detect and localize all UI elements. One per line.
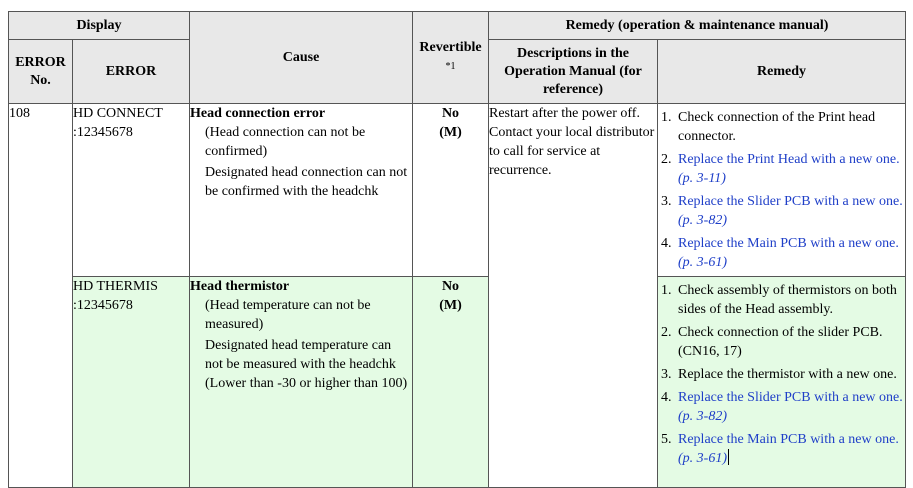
remedy-step-number: 2.: [661, 325, 672, 340]
remedy-step-text: Check assembly of thermistors on both sides of the Head assembly.: [678, 283, 897, 317]
remedy-step: [658, 388, 903, 426]
remedy-step-link[interactable]: Replace the Print Head with a new one. (p. 3-11): [678, 152, 900, 186]
revertible-cell: [413, 104, 489, 277]
page-reference[interactable]: (p. 3-11): [678, 171, 726, 186]
cause-title: Head connection error: [190, 106, 326, 121]
error-table: [8, 11, 906, 488]
error-code-name: HD THERMIS: [73, 279, 158, 294]
error-number: 108: [9, 104, 73, 488]
remedy-cell: [658, 104, 906, 277]
revertible-value: No: [441, 106, 460, 121]
error-header: ERROR: [73, 40, 190, 104]
header-row-top: [9, 12, 906, 40]
revertible-footnote: *1: [445, 61, 456, 72]
remedy-step: [658, 281, 903, 319]
remedy-step-link[interactable]: Replace the Main PCB with a new one. (p. 3-61): [678, 236, 899, 270]
remedy-step-number: 2.: [661, 152, 672, 167]
remedy-step: [658, 192, 903, 230]
error-code-name: HD CONNECT: [73, 106, 163, 121]
revertible-value: No: [441, 279, 460, 294]
remedy-cell: [658, 277, 906, 488]
remedy-header: Remedy: [658, 40, 906, 104]
cause-header: Cause: [190, 12, 413, 104]
remedy-step: [658, 365, 903, 384]
error-code: [73, 277, 190, 488]
remedy-step-link[interactable]: Replace the Slider PCB with a new one. (p. 3-82): [678, 390, 903, 424]
cause-detail: Designated head connection can not be confirmed with the headchk: [205, 165, 408, 199]
remedy-step-number: 3.: [661, 367, 672, 382]
cause-title: Head thermistor: [190, 279, 290, 294]
page-reference[interactable]: (p. 3-82): [678, 213, 727, 228]
remedy-step-number: 3.: [661, 194, 672, 209]
cause-detail: (Lower than -30 or higher than 100): [205, 376, 408, 391]
revertible-header-label: Revertible: [419, 40, 482, 55]
remedy-step: [658, 430, 903, 468]
cause-cell: [190, 277, 413, 488]
remedy-list: [658, 104, 905, 272]
page-reference[interactable]: (p. 3-82): [678, 409, 727, 424]
revertible-header: [413, 12, 489, 104]
cause-cell: [190, 104, 413, 277]
error-code-value: :12345678: [73, 125, 133, 140]
remedy-step: [658, 234, 903, 272]
remedy-step-number: 5.: [661, 432, 672, 447]
error-code-value: :12345678: [73, 298, 133, 313]
page-reference[interactable]: (p. 3-61): [678, 451, 727, 466]
remedy-step-number: 4.: [661, 390, 672, 405]
table-row: [9, 277, 906, 488]
remedy-step-text: Replace the thermistor with a new one.: [678, 367, 897, 382]
remedy-step-link[interactable]: Replace the Main PCB with a new one. (p. 3-61): [678, 432, 899, 466]
remedy-step: [658, 150, 903, 188]
remedy-step: [658, 108, 903, 146]
revertible-mode: (M): [439, 125, 462, 140]
page-reference[interactable]: (p. 3-61): [678, 255, 727, 270]
cause-detail: Designated head temperature can not be measured with the headchk: [205, 338, 396, 372]
revertible-mode: (M): [439, 298, 462, 313]
remedy-group-header: Remedy (operation & maintenance manual): [489, 12, 906, 40]
remedy-list: [658, 277, 905, 468]
remedy-step-number: 1.: [661, 283, 672, 298]
cause-detail: (Head connection can not be confirmed): [205, 125, 366, 159]
remedy-step-number: 4.: [661, 236, 672, 251]
display-header: Display: [9, 12, 190, 40]
remedy-step-text: Check connection of the Print head connector.: [678, 110, 876, 144]
text-cursor: [728, 449, 729, 465]
remedy-step: [658, 323, 903, 361]
table-row: [9, 104, 906, 277]
revertible-cell: [413, 277, 489, 488]
remedy-step-text: Check connection of the slider PCB. (CN16, 17): [678, 325, 883, 359]
descriptions-header: Descriptions in the Operation Manual (for reference): [489, 40, 658, 104]
cause-detail: (Head temperature can not be measured): [205, 298, 371, 332]
remedy-step-number: 1.: [661, 110, 672, 125]
remedy-step-link[interactable]: Replace the Slider PCB with a new one. (p. 3-82): [678, 194, 903, 228]
error-code: [73, 104, 190, 277]
error-no-header: ERROR No.: [9, 40, 73, 104]
description-cell: Restart after the power off. Contact your local distributor to call for service at recurrence.: [489, 104, 658, 488]
